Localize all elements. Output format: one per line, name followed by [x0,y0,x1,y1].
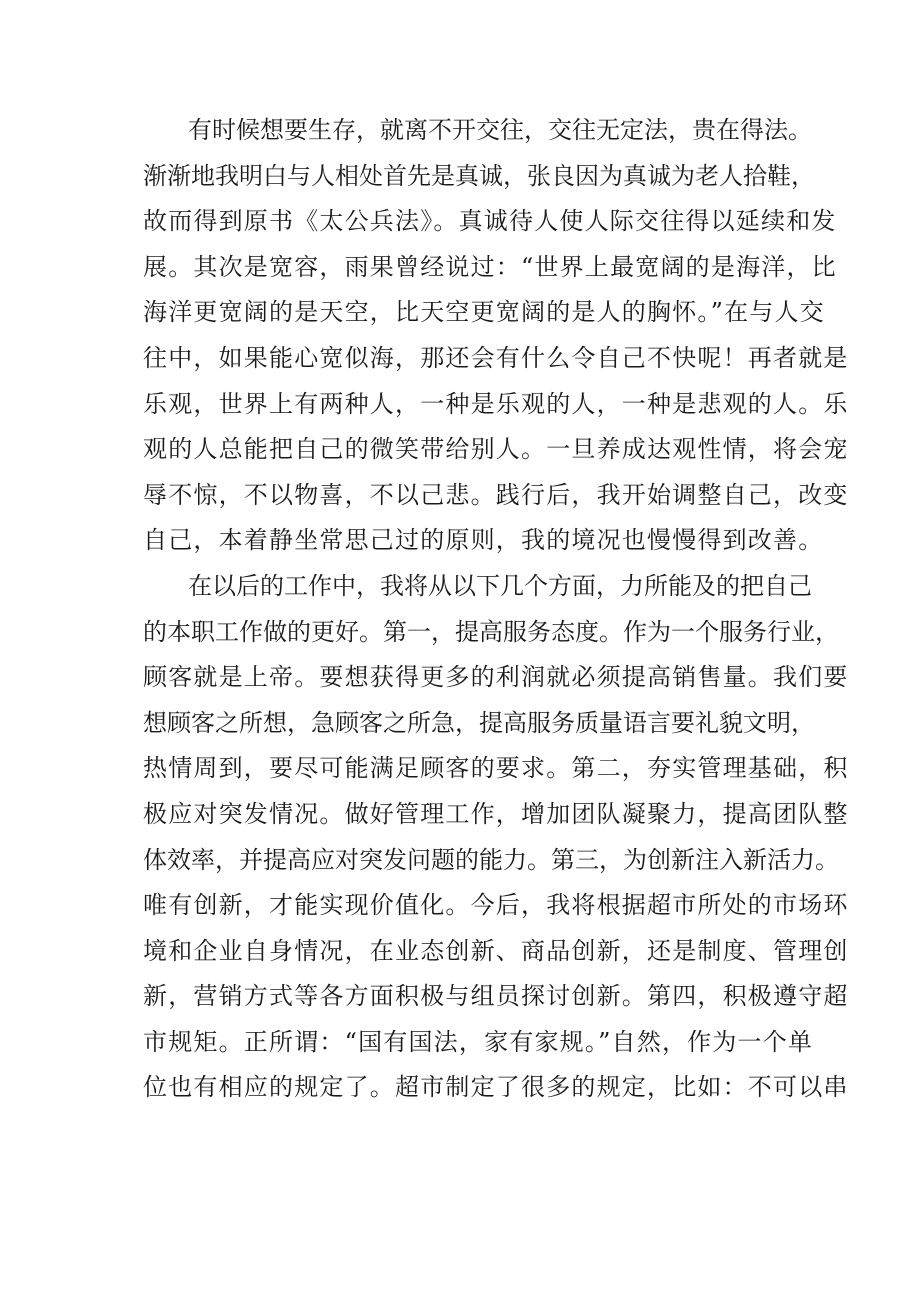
paragraph-1-line-2: 渐渐地我明白与人相处首先是真诚，张良因为真诚为老人拾鞋， [143,161,815,190]
paragraph-2-line-12: 位也有相应的规定了。超市制定了很多的规定，比如：不可以串 [143,1073,849,1102]
paragraph-2-line-1: 在以后的工作中，我将从以下几个方面，力所能及的把自己 [188,571,812,600]
paragraph-2-line-6: 极应对突发情况。做好管理工作，增加团队凝聚力，提高团队整 [143,799,849,828]
paragraph-1-line-9: 辱不惊，不以物喜，不以己悲。践行后，我开始调整自己，改变 [143,480,849,509]
paragraph-1-line-10: 自己，本着静坐常思己过的原则，我的境况也慢慢得到改善。 [143,526,824,555]
paragraph-2-line-2: 的本职工作做的更好。第一，提高服务态度。作为一个服务行业， [143,617,839,646]
paragraph-2-line-7: 体效率，并提高应对突发问题的能力。第三，为创新注入新活力。 [143,845,839,874]
paragraph-2-line-3: 顾客就是上帝。要想获得更多的利润就必须提高销售量。我们要 [143,663,849,692]
paragraph-1-line-5: 海洋更宽阔的是天空，比天空更宽阔的是人的胸怀。”在与人交 [143,298,825,327]
paragraph-2-line-5: 热情周到，要尽可能满足顾客的要求。第二，夯实管理基础，积 [143,754,849,783]
paragraph-2-line-9: 境和企业自身情况，在业态创新、商品创新，还是制度、管理创 [143,936,849,965]
paragraph-2-line-8: 唯有创新，才能实现价值化。今后，我将根据超市所处的市场环 [143,891,849,920]
paragraph-1-line-8: 观的人总能把自己的微笑带给别人。一旦养成达观性情，将会宠 [143,435,849,464]
paragraph-1-line-4: 展。其次是宽容，雨果曾经说过：“世界上最宽阔的是海洋，比 [143,252,837,281]
paragraph-1-line-6: 往中，如果能心宽似海，那还会有什么令自己不快呢！再者就是 [143,343,849,372]
paragraph-1-line-1: 有时候想要生存，就离不开交往，交往无定法，贵在得法。 [188,116,812,144]
paragraph-2-line-11: 市规矩。正所谓：“国有国法，家有家规。”自然，作为一个单 [143,1027,814,1056]
body-text [143,108,849,1111]
paragraph-2-line-4: 想顾客之所想，急顾客之所急，提高服务质量语言要礼貌文明， [143,708,815,737]
paragraph-2-line-10: 新，营销方式等各方面积极与组员探讨创新。第四，积极遵守超 [143,982,849,1011]
paragraph-1-line-3: 故而得到原书《太公兵法》。真诚待人使人际交往得以延续和发 [143,207,837,236]
paragraph-1-line-7: 乐观，世界上有两种人，一种是乐观的人，一种是悲观的人。乐 [143,389,849,418]
